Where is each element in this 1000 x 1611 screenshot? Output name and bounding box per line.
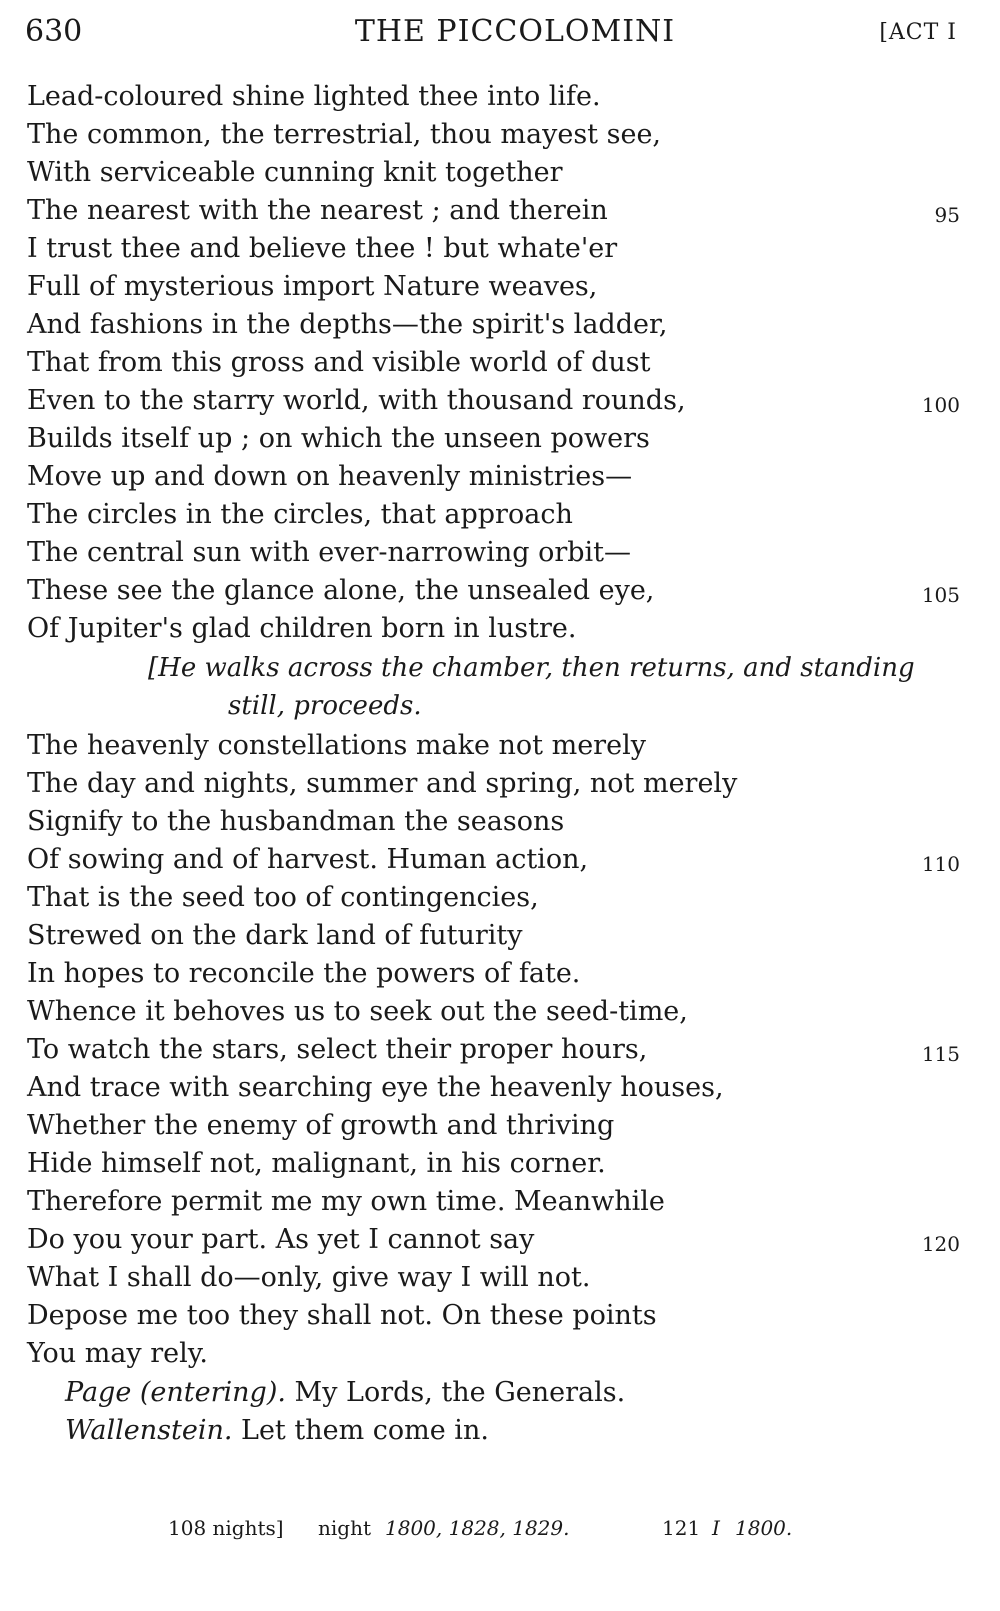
footnote-ref: 121 (662, 1516, 701, 1540)
verse-line: I trust thee and believe thee ! but whate'er (27, 233, 618, 264)
line-number: 120 (921, 1232, 960, 1256)
verse-line: Do you your part. As yet I cannot say (27, 1224, 535, 1255)
footnote-text: I (712, 1516, 720, 1540)
verse-line: And fashions in the depths—the spirit's ladder, (27, 309, 668, 340)
verse-line: In hopes to reconcile the powers of fate. (27, 958, 581, 989)
stage-direction: still, proceeds. (228, 691, 422, 721)
footnote-ref: 108 nights] (168, 1516, 284, 1540)
verse-line: That from this gross and visible world of dust (27, 347, 651, 378)
verse-line: Move up and down on heavenly ministries— (27, 461, 633, 492)
verse-line: The nearest with the nearest ; and therein (27, 195, 608, 226)
verse-line: Of Jupiter's glad children born in lustre. (27, 613, 577, 644)
verse-line: Lead-coloured shine lighted thee into life. (27, 81, 601, 112)
line-number: 100 (921, 393, 960, 417)
verse-line: The central sun with ever-narrowing orbit— (27, 537, 632, 568)
verse-line: What I shall do—only, give way I will not. (27, 1262, 591, 1293)
footnote-text: night (318, 1516, 371, 1540)
page-header (25, 14, 965, 56)
verse-line: Full of mysterious import Nature weaves, (27, 271, 598, 302)
act-label: [ACT I (879, 20, 957, 45)
verse-line: To watch the stars, select their proper hours, (27, 1034, 648, 1065)
verse-line: The common, the terrestrial, thou mayest see, (27, 119, 661, 150)
speech-text: My Lords, the Generals. (285, 1377, 626, 1408)
verse-line: Strewed on the dark land of futurity (27, 920, 523, 951)
verse-line: Hide himself not, malignant, in his corner. (27, 1148, 606, 1179)
line-number: 110 (921, 852, 960, 876)
verse-line: And trace with searching eye the heavenly houses, (27, 1072, 724, 1103)
footnote-editions: 1800, 1828, 1829. (385, 1516, 570, 1540)
verse-line: That is the seed too of contingencies, (27, 882, 539, 913)
verse-line: Even to the starry world, with thousand rounds, (27, 385, 686, 416)
stage-direction: [He walks across the chamber, then returns, and standing (148, 653, 915, 683)
speech-page (65, 1376, 625, 1410)
verse-line: Whether the enemy of growth and thriving (27, 1110, 615, 1141)
verse-line: These see the glance alone, the unsealed eye, (27, 575, 655, 606)
speech-wallenstein (65, 1414, 489, 1448)
speech-text: Let them come in. (232, 1415, 489, 1446)
verse-line: Depose me too they shall not. On these points (27, 1300, 657, 1331)
verse-line: The circles in the circles, that approach (27, 499, 573, 530)
speaker-name: Page (entering). (65, 1377, 286, 1408)
verse-line: Builds itself up ; on which the unseen powers (27, 423, 650, 454)
line-number: 95 (934, 203, 960, 227)
verse-line: Signify to the husbandman the seasons (27, 806, 565, 837)
footnote-editions: 1800. (735, 1516, 793, 1540)
verse-line: The heavenly constellations make not merely (27, 730, 646, 761)
verse-line: With serviceable cunning knit together (27, 157, 563, 188)
page-number: 630 (25, 14, 83, 49)
verse-line: The day and nights, summer and spring, not merely (27, 768, 738, 799)
verse-line: You may rely. (27, 1338, 209, 1369)
speaker-name: Wallenstein. (65, 1415, 233, 1446)
verse-line: Therefore permit me my own time. Meanwhile (27, 1186, 665, 1217)
line-number: 105 (921, 583, 960, 607)
running-title: THE PICCOLOMINI (354, 14, 676, 49)
verse-line: Whence it behoves us to seek out the seed-time, (27, 996, 688, 1027)
line-number: 115 (921, 1042, 960, 1066)
verse-line: Of sowing and of harvest. Human action, (27, 844, 589, 875)
